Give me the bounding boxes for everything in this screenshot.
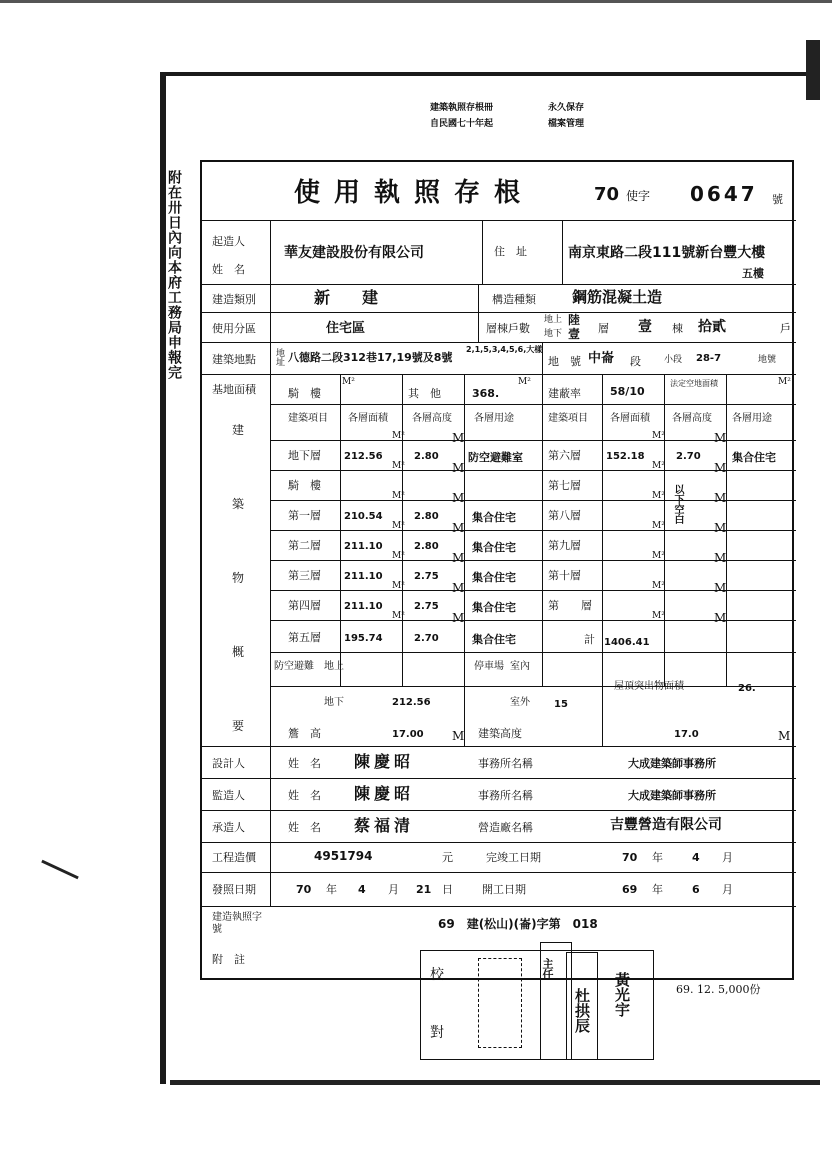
stamp-seal-2: 杜拱辰: [573, 988, 591, 1033]
floor-5-use: 集合住宅: [472, 633, 516, 646]
permit-label: 建造執照字號: [212, 912, 262, 935]
seal-box-1: [478, 958, 522, 1048]
stamp-seal-3: 黃光宇: [613, 972, 631, 1017]
outline-char-5: 要: [232, 719, 245, 733]
address-value: 南京東路二段111號新台豐大樓: [568, 245, 766, 261]
header-stamp-line2: 自民國七十年起: [430, 119, 494, 129]
outline-char-1: 建: [232, 423, 245, 437]
header-stamp-line4: 檔案管理: [548, 119, 585, 129]
section-value: 中崙: [588, 351, 615, 366]
notes-label: 附 註: [212, 953, 245, 966]
unit-m: M: [452, 551, 465, 565]
floor-8-label: 第八層: [548, 509, 581, 522]
unit-m2: M²: [392, 491, 405, 501]
supervisor-label: 監造人: [212, 789, 245, 802]
unit-m: M: [452, 581, 465, 595]
site-address: 八德路二段312巷17,19號及8號: [288, 351, 453, 364]
units-suffix: 戶: [780, 322, 791, 335]
issue-year-unit: 年: [326, 883, 337, 896]
unit-m: M: [714, 551, 727, 565]
floor-5-area: 195.74: [344, 633, 383, 644]
floor-1-area: 210.54: [344, 511, 383, 522]
floor-b1-use: 防空避難室: [468, 451, 523, 464]
above-label: 地上: [544, 315, 563, 325]
form-title: 使用執照存根: [294, 178, 535, 208]
eave-label: 簷 高: [288, 727, 321, 740]
col-height-header: 各層高度: [412, 413, 452, 424]
coverage-label: 建蔽率: [548, 387, 581, 400]
designer-label: 設計人: [212, 757, 245, 770]
floor-4-height: 2.75: [414, 601, 439, 612]
unit-m: M: [452, 521, 465, 535]
floor-4-area: 211.10: [344, 601, 383, 612]
floor-7-label: 第七層: [548, 479, 581, 492]
outline-char-3: 物: [232, 571, 245, 585]
floor-b1-height: 2.80: [414, 451, 439, 462]
license-number: 0647: [690, 182, 758, 206]
unit-m: M: [452, 431, 465, 445]
cost-value: 4951794: [314, 849, 373, 863]
issue-day-unit: 日: [442, 883, 453, 896]
completion-label: 完竣工日期: [486, 851, 541, 864]
eave-unit: M: [452, 729, 465, 743]
floor-6-area: 152.18: [606, 451, 645, 462]
total-label: 計: [584, 633, 595, 646]
stamp-seal-1: 主任: [541, 958, 554, 980]
shelter-down-label: 地下: [324, 697, 344, 708]
designer-name: 陳慶昭: [354, 752, 415, 771]
arcade-unit: M²: [342, 377, 355, 387]
above-floors: 陸: [568, 313, 581, 327]
buildings-value: 壹: [638, 319, 652, 335]
section-suffix: 段: [630, 355, 641, 368]
address-value-2: 五樓: [742, 267, 764, 280]
below-label: 地下: [544, 329, 563, 339]
scan-stroke: [41, 860, 79, 880]
designer-name-label: 姓 名: [288, 757, 321, 770]
unit-m2: M²: [392, 611, 405, 621]
contractor-company-label: 營造廠名稱: [478, 821, 533, 834]
header-stamp-line1: 建築執照存根冊: [430, 103, 494, 113]
unit-m2: M²: [652, 461, 665, 471]
stamp-label-a: 校: [430, 967, 444, 983]
unit-m: M: [452, 611, 465, 625]
permit-value: 69 建(松山)(崙)字第 018: [438, 917, 598, 931]
other-unit: M²: [518, 377, 531, 387]
col-area-header: 各層面積: [348, 413, 388, 424]
outline-char-2: 築: [232, 497, 245, 511]
unit-m: M: [452, 491, 465, 505]
outdoor-count: 15: [554, 699, 568, 710]
supervisor-name-label: 姓 名: [288, 789, 321, 802]
cost-label: 工程造價: [212, 851, 256, 864]
outdoor-label: 室外: [510, 697, 530, 708]
roof-proj-label: 屋頂突出物面積: [614, 681, 684, 692]
col-use2-header: 各層用途: [732, 413, 772, 424]
floor-1-height: 2.80: [414, 511, 439, 522]
unit-m2: M²: [652, 581, 665, 591]
floor-2-use: 集合住宅: [472, 541, 516, 554]
site-suffix: 地號: [758, 355, 777, 365]
other-label: 其 他: [408, 387, 441, 400]
issue-day: 21: [416, 883, 432, 896]
lot-numbers: 2,1,5,3,4,5,6,大樣: [466, 345, 543, 354]
side-note: 附在卅日內向本府工務局申報完: [166, 170, 182, 380]
unit-m2: M²: [392, 431, 405, 441]
floor-6-height: 2.70: [676, 451, 701, 462]
floor-b1-label: 地下層: [288, 449, 321, 462]
scan-top-line: [0, 0, 832, 3]
below-note: 以下空白: [672, 484, 683, 524]
unit-m2: M²: [392, 521, 405, 531]
category-value: 新 建: [314, 288, 379, 307]
building-label: 棟: [672, 322, 683, 335]
completion-year-unit: 年: [652, 851, 663, 864]
lot-label: 地 號: [548, 355, 581, 368]
supervisor-name: 陳慶昭: [354, 784, 415, 803]
unit-m2: M²: [392, 581, 405, 591]
issue-month-unit: 月: [388, 883, 399, 896]
parking-label: 停車場: [474, 661, 504, 672]
issue-month: 4: [358, 883, 366, 896]
unit-m: M: [714, 611, 727, 625]
floor-10-label: 第十層: [548, 569, 581, 582]
usage-zone-label: 使用分區: [212, 322, 256, 335]
floor-5-height: 2.70: [414, 633, 439, 644]
shelter-up-label: 地上: [324, 661, 344, 672]
unit-m2: M²: [652, 551, 665, 561]
floor-5-label: 第五層: [288, 631, 321, 644]
area-label: 基地面積: [212, 383, 256, 396]
total-area: 1406.41: [604, 637, 650, 648]
below-floors: 壹: [568, 327, 581, 341]
license-year: 70: [594, 184, 620, 205]
unit-m2: M²: [392, 461, 405, 471]
designer-office-label: 事務所名稱: [478, 757, 533, 770]
contractor-label: 承造人: [212, 821, 245, 834]
floor-arcade-label: 騎 樓: [288, 479, 321, 492]
applicant-name: 華友建設股份有限公司: [284, 245, 424, 261]
yuan-label: 元: [442, 851, 453, 864]
start-year-unit: 年: [652, 883, 663, 896]
floor-3-area: 211.10: [344, 571, 383, 582]
unit-m2: M²: [652, 521, 665, 531]
scan-edge-mark: [806, 40, 820, 100]
license-form: [200, 160, 794, 983]
units-value: 拾貳: [698, 319, 726, 335]
floor-3-use: 集合住宅: [472, 571, 516, 584]
col-floor2-header: 建築項目: [548, 413, 588, 424]
category-label: 建造類別: [212, 293, 256, 306]
unit-m: M: [714, 461, 727, 475]
contractor-name: 蔡福清: [354, 816, 415, 835]
site-label: 建築地點: [212, 353, 256, 366]
subsection-label: 小段: [664, 355, 683, 365]
structure-label: 構造種類: [492, 293, 536, 306]
outline-char-4: 概: [232, 645, 245, 659]
unit-m2: M²: [392, 551, 405, 561]
roof-area: 26.: [738, 683, 756, 694]
stamp-label-b: 對: [430, 1025, 444, 1041]
floor-2-height: 2.80: [414, 541, 439, 552]
completion-year: 70: [622, 851, 638, 864]
bldg-height: 17.0: [674, 729, 699, 740]
col-area2-header: 各層面積: [610, 413, 650, 424]
issue-year: 70: [296, 883, 312, 896]
footer-print-info: 69. 12. 5,000份: [676, 983, 761, 996]
unit-m2: M²: [652, 611, 665, 621]
structure-value: 鋼筋混凝土造: [572, 288, 663, 306]
start-label: 開工日期: [482, 883, 526, 896]
completion-month-unit: 月: [722, 851, 733, 864]
unit-m2: M²: [652, 431, 665, 441]
start-month: 6: [692, 883, 700, 896]
col-floor-header: 建築項目: [288, 413, 328, 424]
eave-height: 17.00: [392, 729, 424, 740]
layer-label: 層: [598, 322, 609, 335]
site-addr-prefix: 地址: [274, 348, 284, 366]
floor-1-label: 第一層: [288, 509, 321, 522]
shelter-label: 防空避難: [274, 661, 314, 672]
floor-4-label: 第四層: [288, 599, 321, 612]
designer-office: 大成建築師事務所: [628, 757, 716, 770]
col-height2-header: 各層高度: [672, 413, 712, 424]
shelter-down-area: 212.56: [392, 697, 431, 708]
applicant-label: 起造人: [212, 235, 245, 248]
legal-open-label: 法定空地面積: [670, 379, 718, 388]
issue-label: 發照日期: [212, 883, 256, 896]
start-month-unit: 月: [722, 883, 733, 896]
name-label: 姓 名: [212, 263, 245, 276]
coverage-value: 58/10: [610, 385, 645, 398]
unit-m: M: [452, 461, 465, 475]
header-stamp-line3: 永久保存: [548, 103, 585, 113]
floor-4-use: 集合住宅: [472, 601, 516, 614]
unit-m: M: [714, 581, 727, 595]
legal-open-unit: M²: [778, 377, 791, 387]
bldg-height-label: 建築高度: [478, 727, 522, 740]
unit-m: M: [714, 521, 727, 535]
arcade-label: 騎 樓: [288, 387, 321, 400]
bldg-height-unit: M: [778, 729, 791, 743]
usage-zone-value: 住宅區: [326, 321, 366, 336]
unit-m: M: [714, 491, 727, 505]
floor-1-use: 集合住宅: [472, 511, 516, 524]
floor-3-label: 第三層: [288, 569, 321, 582]
license-type: 使字: [626, 189, 651, 203]
supervisor-office: 大成建築師事務所: [628, 789, 716, 802]
floor-2-area: 211.10: [344, 541, 383, 552]
unit-m: M: [714, 431, 727, 445]
contractor-name-label: 姓 名: [288, 821, 321, 834]
households-label: 層棟戶數: [486, 322, 530, 335]
supervisor-office-label: 事務所名稱: [478, 789, 533, 802]
indoor-label: 室內: [510, 661, 530, 672]
start-year: 69: [622, 883, 638, 896]
floor-x-label: 第 層: [548, 599, 592, 612]
address-label: 住 址: [494, 245, 527, 258]
header-stamp: [428, 100, 658, 140]
col-use-header: 各層用途: [474, 413, 514, 424]
completion-month: 4: [692, 851, 700, 864]
floor-6-use: 集合住宅: [732, 451, 776, 464]
floor-6-label: 第六層: [548, 449, 581, 462]
license-suffix: 號: [772, 193, 783, 206]
floor-9-label: 第九層: [548, 539, 581, 552]
floor-b1-area: 212.56: [344, 451, 383, 462]
floor-3-height: 2.75: [414, 571, 439, 582]
contractor-company: 吉豐營造有限公司: [610, 817, 722, 833]
site-lot: 28-7: [696, 353, 722, 364]
floor-2-label: 第二層: [288, 539, 321, 552]
unit-m2: M²: [652, 491, 665, 501]
other-area: 368.: [472, 387, 500, 400]
